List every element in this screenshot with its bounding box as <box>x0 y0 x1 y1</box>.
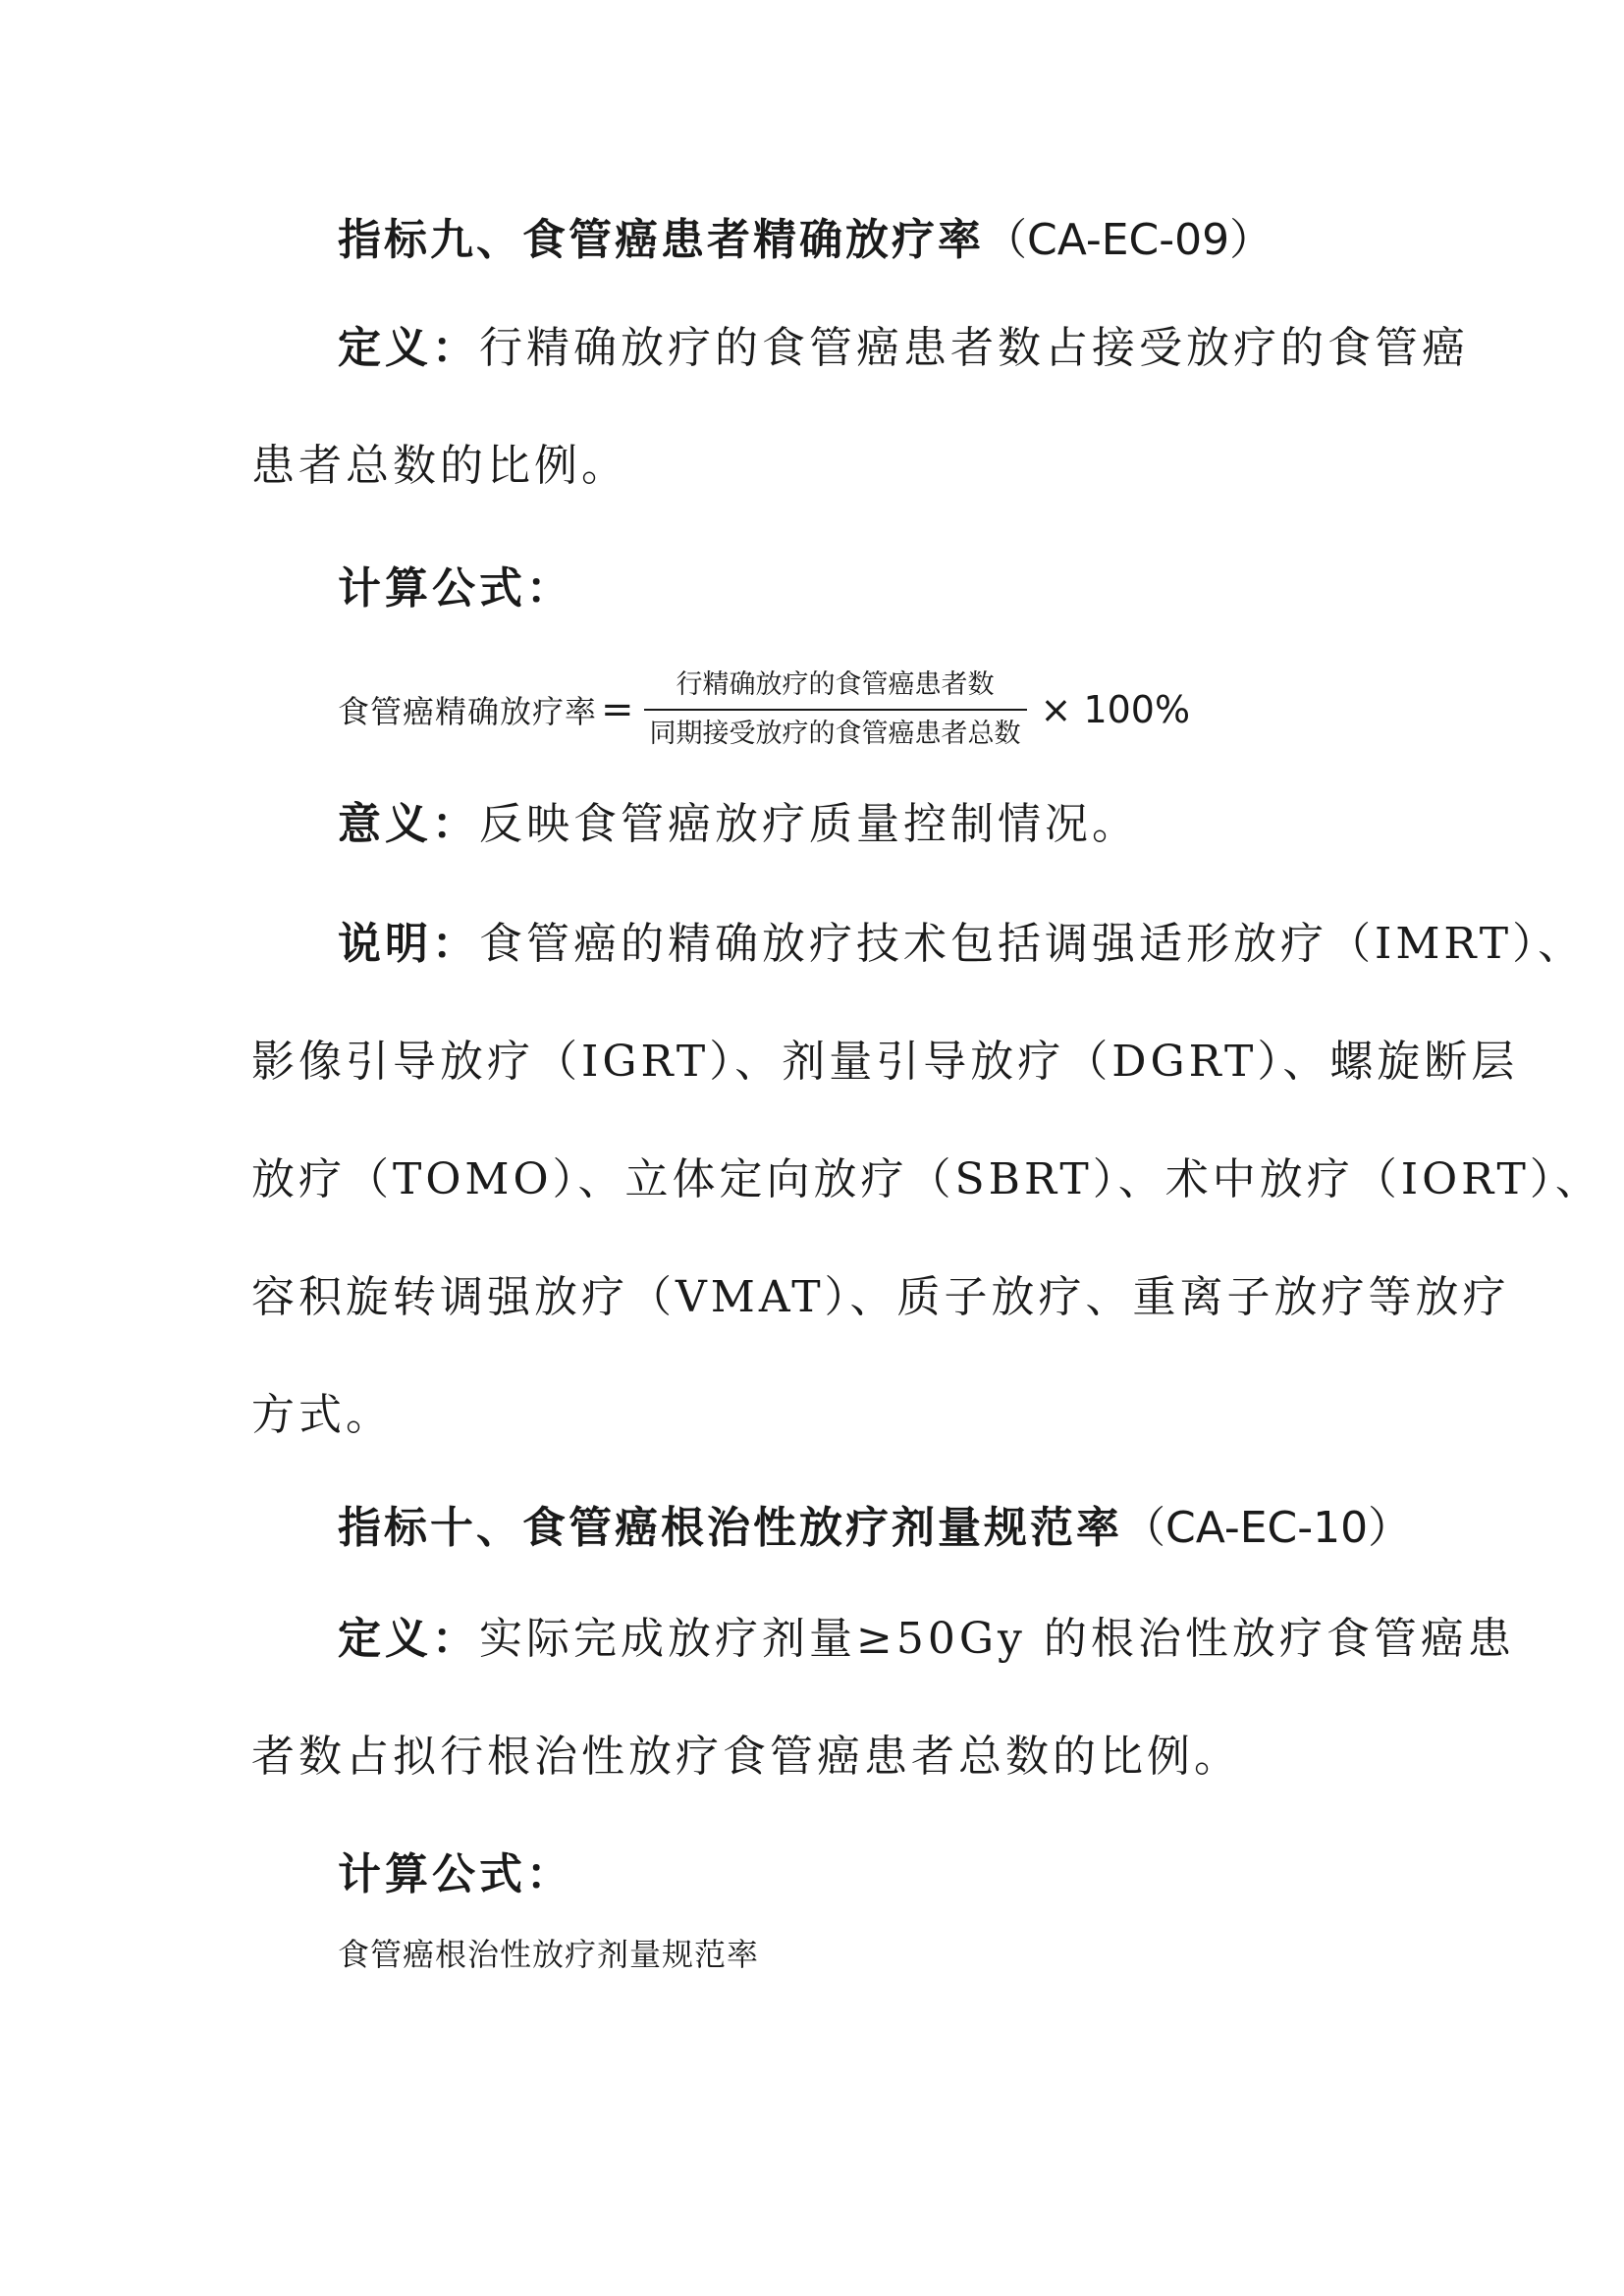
indicator-9-definition-line-1 <box>338 319 1469 378</box>
formula-lhs: 食管癌精确放疗率 <box>338 693 598 730</box>
indicator-9-note-line-4: 容积旋转调强放疗（VMAT）、质子放疗、重离子放疗等放疗 <box>251 1272 1510 1322</box>
indicator-9-code: （CA-EC-09） <box>984 215 1273 265</box>
indicator-9-note-line-5: 方式。 <box>251 1390 393 1440</box>
formula-fraction <box>644 666 1027 754</box>
indicator-10-heading <box>338 1499 1411 1558</box>
indicator-10-formula: 食管癌根治性放疗剂量规范率 <box>338 1936 760 1973</box>
indicator-9-heading <box>338 211 1272 270</box>
indicator-9-note-line-3: 放疗（TOMO）、立体定向放疗（SBRT）、术中放疗（IORT）、 <box>251 1154 1602 1204</box>
note-label: 说明： <box>338 919 479 969</box>
indicator-9-definition-line-2: 患者总数的比例。 <box>251 441 628 491</box>
indicator-10-title: 指标十、食管癌根治性放疗剂量规范率 <box>338 1503 1122 1553</box>
indicator-10-definition-line-2: 者数占拟行根治性放疗食管癌患者总数的比例。 <box>251 1732 1241 1782</box>
definition-label: 定义： <box>338 323 479 373</box>
formula-equals: = <box>601 687 634 732</box>
note-text: 食管癌的精确放疗技术包括调强适形放疗（IMRT）、 <box>479 919 1586 969</box>
indicator-10-code: （CA-EC-10） <box>1122 1503 1412 1553</box>
formula-multiplier: × 100% <box>1040 688 1191 731</box>
fraction-bar <box>644 709 1027 711</box>
indicator-9-title: 指标九、食管癌患者精确放疗率 <box>338 215 984 265</box>
significance-label: 意义： <box>338 799 479 849</box>
definition-text: 实际完成放疗剂量≥50Gy 的根治性放疗食管癌患 <box>479 1614 1515 1664</box>
definition-label: 定义： <box>338 1614 479 1664</box>
indicator-10-formula-label: 计算公式： <box>338 1849 573 1899</box>
formula-denominator: 同期接受放疗的食管癌患者总数 <box>649 719 1021 749</box>
indicator-9-formula-label: 计算公式： <box>338 563 573 614</box>
significance-text: 反映食管癌放疗质量控制情况。 <box>479 799 1139 849</box>
indicator-10-definition-line-1 <box>338 1610 1515 1669</box>
indicator-9-formula <box>338 656 1190 764</box>
formula-numerator: 行精确放疗的食管癌患者数 <box>676 669 995 700</box>
indicator-9-significance <box>338 795 1139 854</box>
indicator-9-note-line-2: 影像引导放疗（IGRT）、剂量引导放疗（DGRT）、螺旋断层 <box>251 1037 1519 1087</box>
definition-text: 行精确放疗的食管癌患者数占接受放疗的食管癌 <box>479 323 1469 373</box>
indicator-9-note-line-1 <box>338 915 1585 974</box>
